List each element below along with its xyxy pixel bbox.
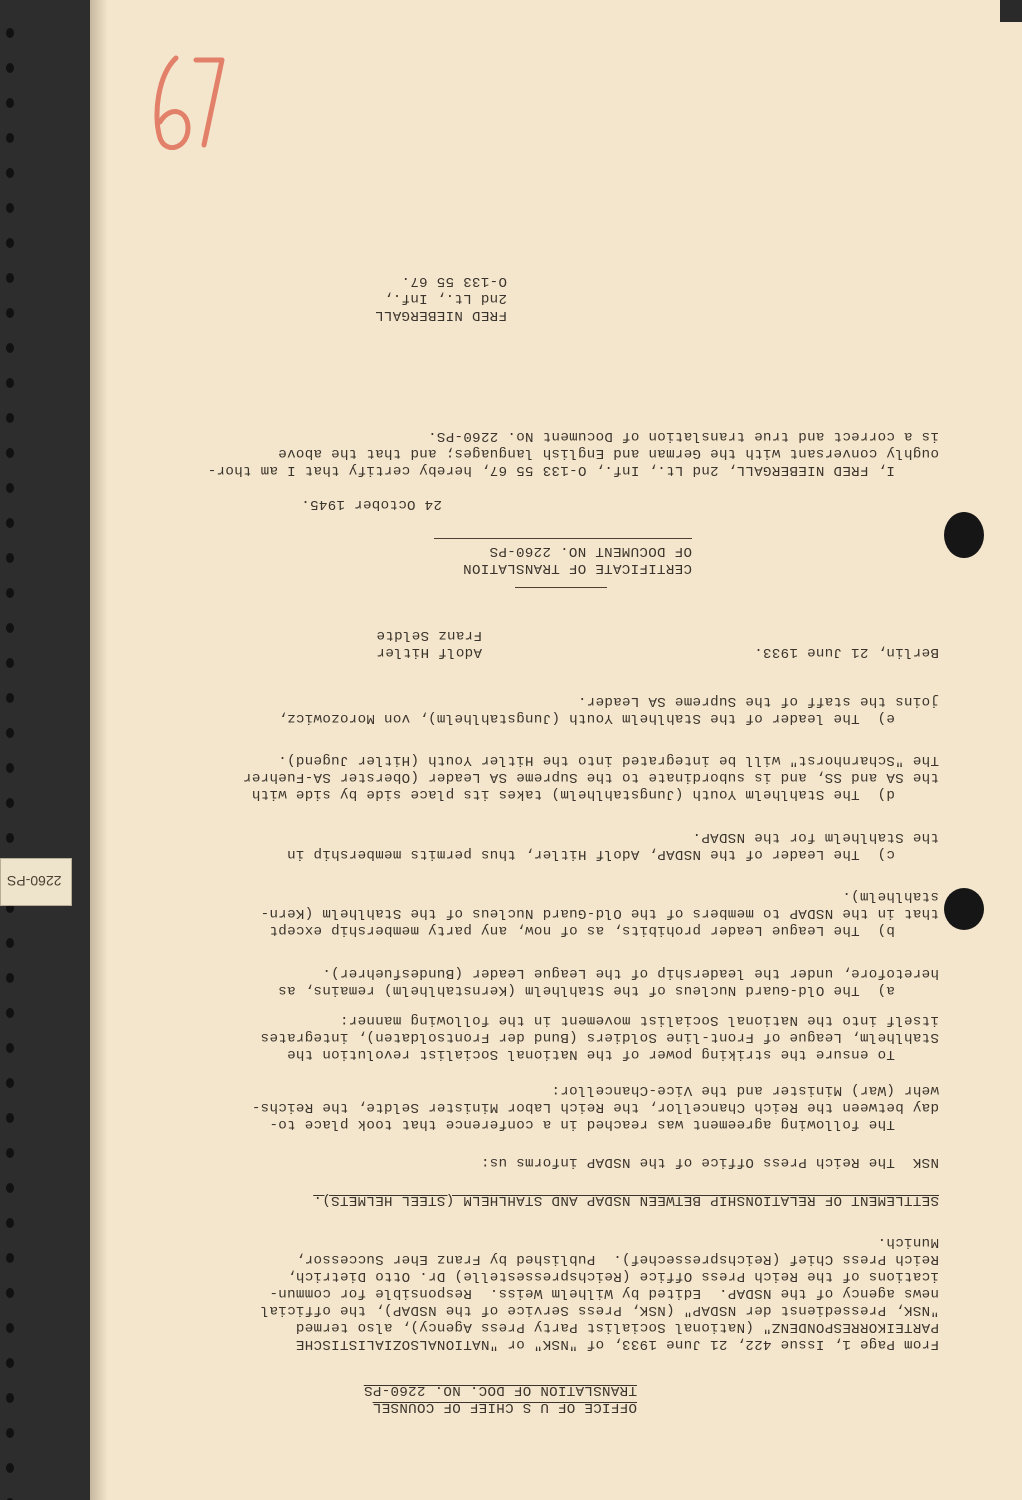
binding-hole <box>6 1148 14 1158</box>
certificate-rule-top <box>515 587 607 588</box>
binding-hole <box>6 203 14 213</box>
clause-line: stahlhelm). <box>842 888 939 904</box>
binding-hole <box>6 28 14 38</box>
binding-hole <box>6 798 14 808</box>
source-line: "NSK, Pressedienst der NSDAP" (NSK, Press Service of the NSDAP), the official <box>260 1302 939 1318</box>
ensure-paragraph <box>260 1011 939 1062</box>
binding-hole <box>6 1288 14 1298</box>
signer-serial: O-133 55 67. <box>401 273 507 289</box>
ensure-line: To ensure the striking power of the National Socialist revolution the <box>286 1046 939 1062</box>
certificate-rule-bottom <box>434 538 692 539</box>
binding-hole <box>6 1253 14 1263</box>
clause-line: heretofore, under the leadership of the League Leader (Bundesfuehrer). <box>322 965 939 981</box>
ensure-line: itself into the National Socialist movement in the following manner: <box>339 1012 939 1028</box>
clause-b <box>260 887 939 938</box>
binding-hole <box>6 63 14 73</box>
binding-hole <box>6 1393 14 1403</box>
signer-rank: 2nd Lt., Inf., <box>383 290 507 306</box>
agreement-line: wehr (War) Minister and the Vice-Chancellor: <box>551 1082 939 1098</box>
binding-hole <box>6 1218 14 1228</box>
source-line: PARTEIKORRESPONDENZ" (National Socialist Party Press Agency), also termed <box>295 1319 939 1335</box>
binding-hole <box>6 833 14 843</box>
clause-d <box>243 751 939 802</box>
binding-hole <box>6 1183 14 1193</box>
margin-tab-label: 2260-PS <box>7 873 62 889</box>
certificate-line: oughly conversant with the German and English languages; and that the above <box>277 445 939 461</box>
clause-line: that in the NSDAP to members of the Old-Guard Nucleus of the Stahlhelm (Kern- <box>260 905 939 921</box>
clause-line: c) The Leader of the NSDAP, Adolf Hitler, thus permits membership in <box>286 846 939 862</box>
binding-hole <box>6 483 14 493</box>
binding-hole <box>6 938 14 948</box>
certificate-line: I, FRED NIEBERGALL, 2nd Lt., Inf., O-133 55 67, hereby certify that I am thor- <box>207 462 939 478</box>
binding-hole <box>6 623 14 633</box>
agreement-paragraph <box>252 1081 939 1132</box>
agreement-line: day between the Reich Chancellor, the Reich Labor Minister Seldte, the Reichs- <box>251 1099 939 1115</box>
source-line: ications of the Reich Press Office (Reichspressestelle) Dr. Otto Dietrich, <box>286 1268 939 1284</box>
ensure-line: Stahlhelm, League of Front-line Soldiers (Bund der Frontsoldaten), integrates <box>260 1029 939 1045</box>
binding-hole <box>6 1113 14 1123</box>
margin-tab <box>0 858 72 906</box>
certificate-date: 24 October 1945. <box>300 496 442 512</box>
binding-hole <box>6 693 14 703</box>
binding-hole <box>6 133 14 143</box>
binding-hole <box>6 308 14 318</box>
office-header: OFFICE OF U S CHIEF OF COUNSEL <box>372 1399 637 1415</box>
binding-hole <box>6 343 14 353</box>
source-line: Reich Press Chief (Reichspressechef). Published by Franz Eher Successor, <box>295 1251 939 1267</box>
dateline: Berlin, 21 June 1933. <box>753 644 939 660</box>
binding-hole <box>6 98 14 108</box>
binding-hole <box>6 1428 14 1438</box>
binding-hole <box>6 518 14 528</box>
binding-hole <box>6 1008 14 1018</box>
binding-strip <box>0 0 90 1500</box>
certificate-line: is a correct and true translation of Document No. 2260-PS. <box>427 428 939 444</box>
binding-hole <box>6 763 14 773</box>
binding-hole <box>6 588 14 598</box>
certificate-body <box>207 427 939 478</box>
binding-hole <box>6 1078 14 1088</box>
clause-line: b) The League Leader prohibits, as of now, any party membership except <box>269 922 939 938</box>
certificate-heading: CERTIFICATE OF TRANSLATION <box>462 560 692 576</box>
agreement-line: The following agreement was reached in a conference that took place to- <box>269 1116 939 1132</box>
binding-hole <box>6 448 14 458</box>
binding-hole <box>6 168 14 178</box>
clause-line: the Stahlhelm for the NSDAP. <box>692 829 939 845</box>
clause-line: joins the staff of the Supreme SA Leader. <box>577 693 939 709</box>
source-line: Munich. <box>877 1234 939 1250</box>
signatory-seldte: Franz Seldte <box>376 627 482 643</box>
clause-line: a) The Old-Guard Nucleus of the Stahlhelm (Kernstahlhelm) remains, as <box>277 982 939 998</box>
binding-hole <box>6 273 14 283</box>
signatory-hitler: Adolf Hitler <box>376 644 482 660</box>
clause-line: e) The leader of the Stahlhelm Youth (Jungstahlhelm), von Morozowicz, <box>277 710 939 726</box>
binding-hole <box>6 1043 14 1053</box>
binding-hole <box>6 553 14 563</box>
binding-hole <box>6 1463 14 1473</box>
document-title: SETTLEMENT OF RELATIONSHIP BETWEEN NSDAP AND STAHLHELM (STEEL HELMETS). <box>313 1192 939 1208</box>
intro-line: NSK The Reich Press Office of the NSDAP informs us: <box>480 1154 939 1170</box>
translation-ref: TRANSLATION OF DOC. NO. 2260-PS <box>363 1382 637 1398</box>
clause-a <box>278 964 939 998</box>
source-line: From Page 1, Issue 422, 21 June 1933, of "NSK" or "NATIONALSOZIALISTISCHE <box>295 1336 939 1352</box>
clause-line: The "Scharnhorst" will be integrated into the Hitler Youth (Hitler Jugend). <box>277 752 939 768</box>
clause-e <box>278 692 939 726</box>
binding-hole <box>6 413 14 423</box>
signer-name: FRED NIEBERGALL <box>374 307 507 323</box>
binding-hole <box>6 238 14 248</box>
binding-hole <box>6 728 14 738</box>
clause-c <box>287 828 939 862</box>
binding-hole <box>6 973 14 983</box>
binding-hole <box>6 1323 14 1333</box>
clause-line: the SA and SS, and is subordinate to the Supreme SA Leader (Oberster SA-Fuehrer <box>242 769 939 785</box>
binding-hole <box>6 658 14 668</box>
clause-line: d) The Stahlhelm Youth (Jungstahlhelm) takes its place side by side with <box>251 786 939 802</box>
binding-hole <box>6 1358 14 1368</box>
document-body-inverted <box>90 0 1022 1500</box>
certificate-subheading: OF DOCUMENT NO. 2260-PS <box>489 543 692 559</box>
source-line: news agency of the NSDAP. Edited by Wilhelm Weiss. Responsible for commun- <box>269 1285 939 1301</box>
binding-hole <box>6 378 14 388</box>
source-paragraph <box>260 1233 939 1352</box>
